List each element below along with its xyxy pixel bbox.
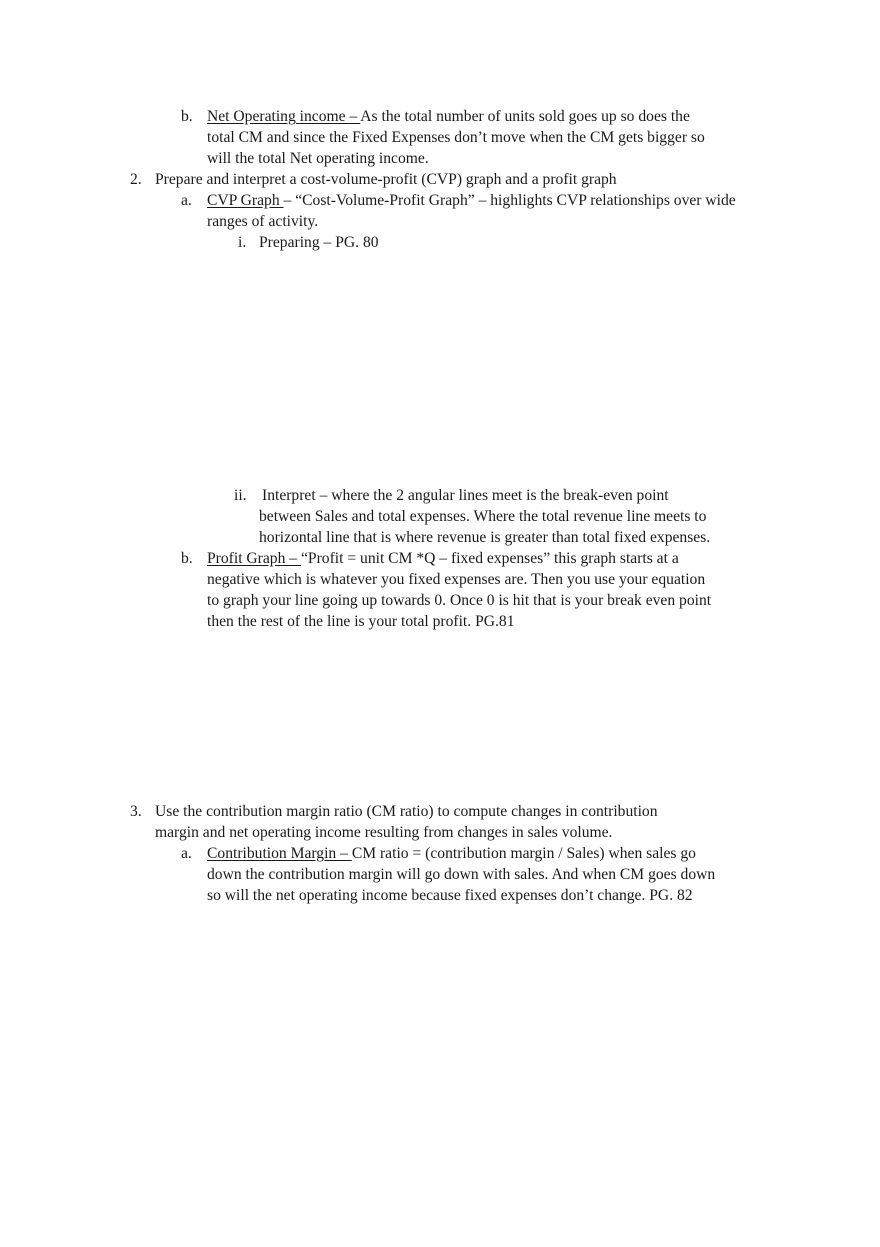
item-2b-first-line [207, 548, 679, 569]
list-marker: a. [181, 845, 192, 862]
item-1b-first-line [207, 106, 690, 127]
item-3-line-1: Use the contribution margin ratio (CM ratio) to compute changes in contribution [155, 803, 658, 820]
item-2a-line-2: ranges of activity. [207, 213, 319, 230]
term-cvp-graph: CVP Graph [207, 192, 284, 209]
item-2a-ii-line-3: horizontal line that is where revenue is greater than total fixed expenses. [259, 529, 711, 546]
item-3a-line-3: so will the net operating income because fixed expenses don’t change. PG. 82 [207, 887, 693, 904]
item-1b-line-3: will the total Net operating income. [207, 150, 429, 167]
list-marker: b. [181, 550, 193, 567]
term-contribution-margin: Contribution Margin – [207, 845, 352, 862]
term-profit-graph: Profit Graph – [207, 550, 301, 567]
term-net-operating-income: Net Operating income – [207, 108, 361, 125]
item-3a-text: CM ratio = (contribution margin / Sales) when sales go [351, 845, 696, 862]
item-1b-text: As the total number of units sold goes up so does the [360, 108, 690, 125]
item-3a-first-line [207, 843, 696, 864]
item-3a-line-2: down the contribution margin will go down with sales. And when CM goes down [207, 866, 716, 883]
item-2b-line-4: then the rest of the line is your total profit. PG.81 [207, 613, 515, 630]
item-2b-line-3: to graph your line going up towards 0. Once 0 is hit that is your break even point [207, 592, 712, 609]
list-marker: a. [181, 192, 192, 209]
list-marker: 3. [130, 803, 142, 820]
item-2b-text: “Profit = unit CM *Q – fixed expenses” this graph starts at a [300, 550, 679, 567]
list-marker: ii. [234, 487, 247, 504]
item-2a-ii-line-1: Interpret – where the 2 angular lines meet is the break-even point [262, 487, 669, 504]
list-marker: 2. [130, 171, 142, 188]
list-marker: i. [238, 234, 247, 251]
item-2a-first-line [207, 190, 736, 211]
item-2a-i-text: Preparing – PG. 80 [259, 234, 379, 251]
item-3-line-2: margin and net operating income resulting from changes in sales volume. [155, 824, 613, 841]
item-1b-line-1 [181, 106, 193, 127]
item-2a-ii-line-2: between Sales and total expenses. Where the total revenue line meets to [259, 508, 707, 525]
list-marker: b. [181, 108, 193, 125]
item-2-heading: Prepare and interpret a cost-volume-profit (CVP) graph and a profit graph [155, 171, 617, 188]
item-1b-line-2: total CM and since the Fixed Expenses don’t move when the CM gets bigger so [207, 129, 705, 146]
item-2b-line-2: negative which is whatever you fixed expenses are. Then you use your equation [207, 571, 706, 588]
item-2a-text: – “Cost-Volume-Profit Graph” – highlights CVP relationships over wide [283, 192, 736, 209]
